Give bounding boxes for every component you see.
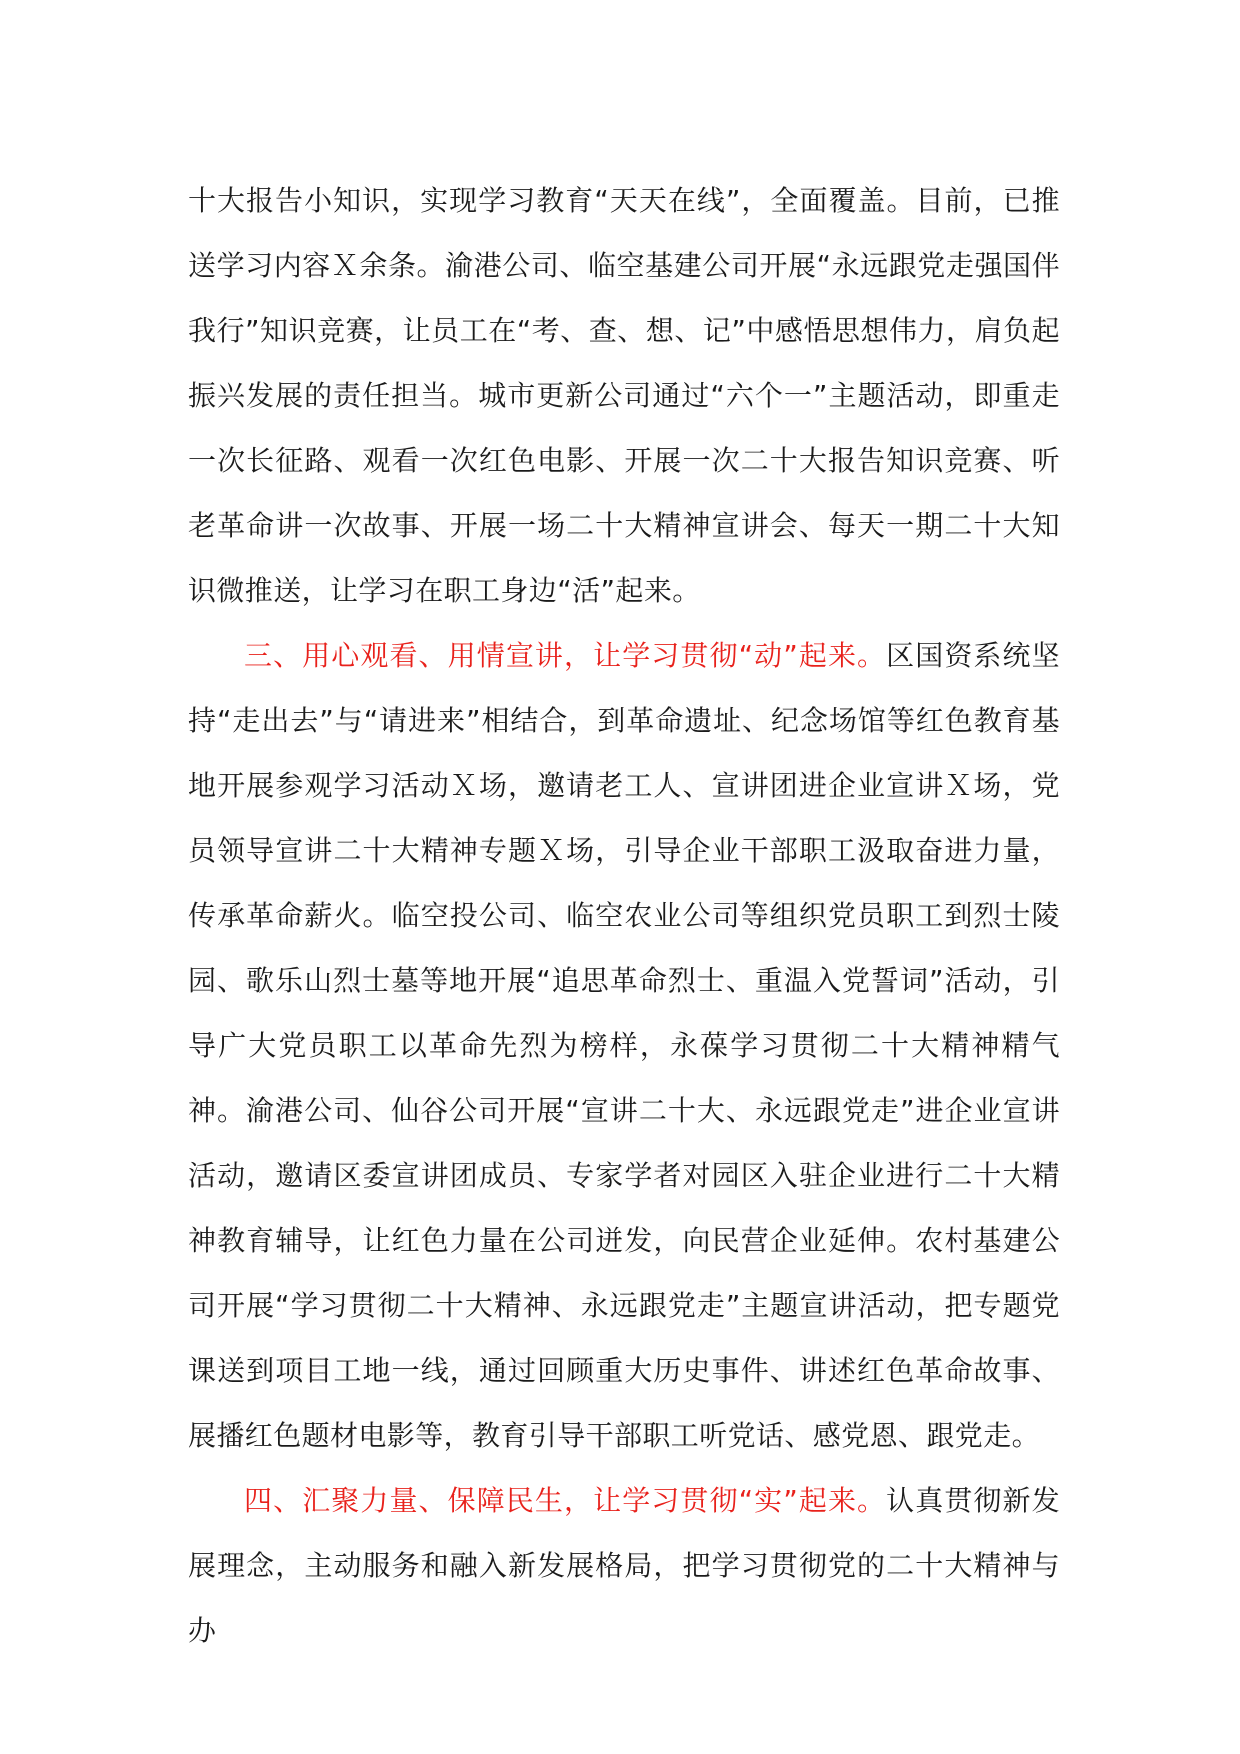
section-heading-4: 四、汇聚力量、保障民生，让学习贯彻“实”起来。 (244, 1484, 887, 1517)
paragraph-text: 区国资系统坚持“走出去”与“请进来”相结合，到革命遗址、纪念场馆等红色教育基地开展参观学习活动Ｘ场，邀请老工人、宣讲团进企业宣讲Ｘ场，党员领导宣讲二十大精神专题Ｘ场，引导企业干部职工汲取奋进力量，传承革命薪火。临空投公司、临空农业公司等组织党员职工到烈士陵园、歌乐山烈士墓等地开展“追思革命烈士、重温入党誓词”活动，引导广大党员职工以革命先烈为榜样，永葆学习贯彻二十大精神精气神。渝港公司、仙谷公司开展“宣讲二十大、永远跟党走”进企业宣讲活动，邀请区委宣讲团成员、专家学者对园区入驻企业进行二十大精神教育辅导，让红色力量在公司迸发，向民营企业延伸。农村基建公司开展“学习贯彻二十大精神、永远跟党走”主题宣讲活动，把专题党课送到项目工地一线，通过回顾重大历史事件、讲述红色革命故事、展播红色题材电影等，教育引导干部职工听党话、感党恩、跟党走。 (188, 639, 1061, 1452)
paragraph-text: 认真贯彻新发展理念，主动服务和融入新发展格局，把学习贯彻党的二十大精神与办 (188, 1484, 1061, 1647)
section-heading-3: 三、用心观看、用情宣讲，让学习贯彻“动”起来。 (244, 639, 887, 672)
paragraph-section-3 (188, 623, 1060, 1468)
paragraph-text: 十大报告小知识，实现学习教育“天天在线”，全面覆盖。目前，已推送学习内容Ｘ余条。渝港公司、临空基建公司开展“永远跟党走强国伴我行”知识竞赛，让员工在“考、查、想、记”中感悟思想伟力，肩负起振兴发展的责任担当。城市更新公司通过“六个一”主题活动，即重走一次长征路、观看一次红色电影、开展一次二十大报告知识竞赛、听老革命讲一次故事、开展一场二十大精神宣讲会、每天一期二十大知识微推送，让学习在职工身边“活”起来。 (188, 184, 1060, 607)
paragraph-continuation (188, 168, 1060, 623)
document-body (188, 168, 1060, 1663)
paragraph-section-4 (188, 1468, 1060, 1663)
